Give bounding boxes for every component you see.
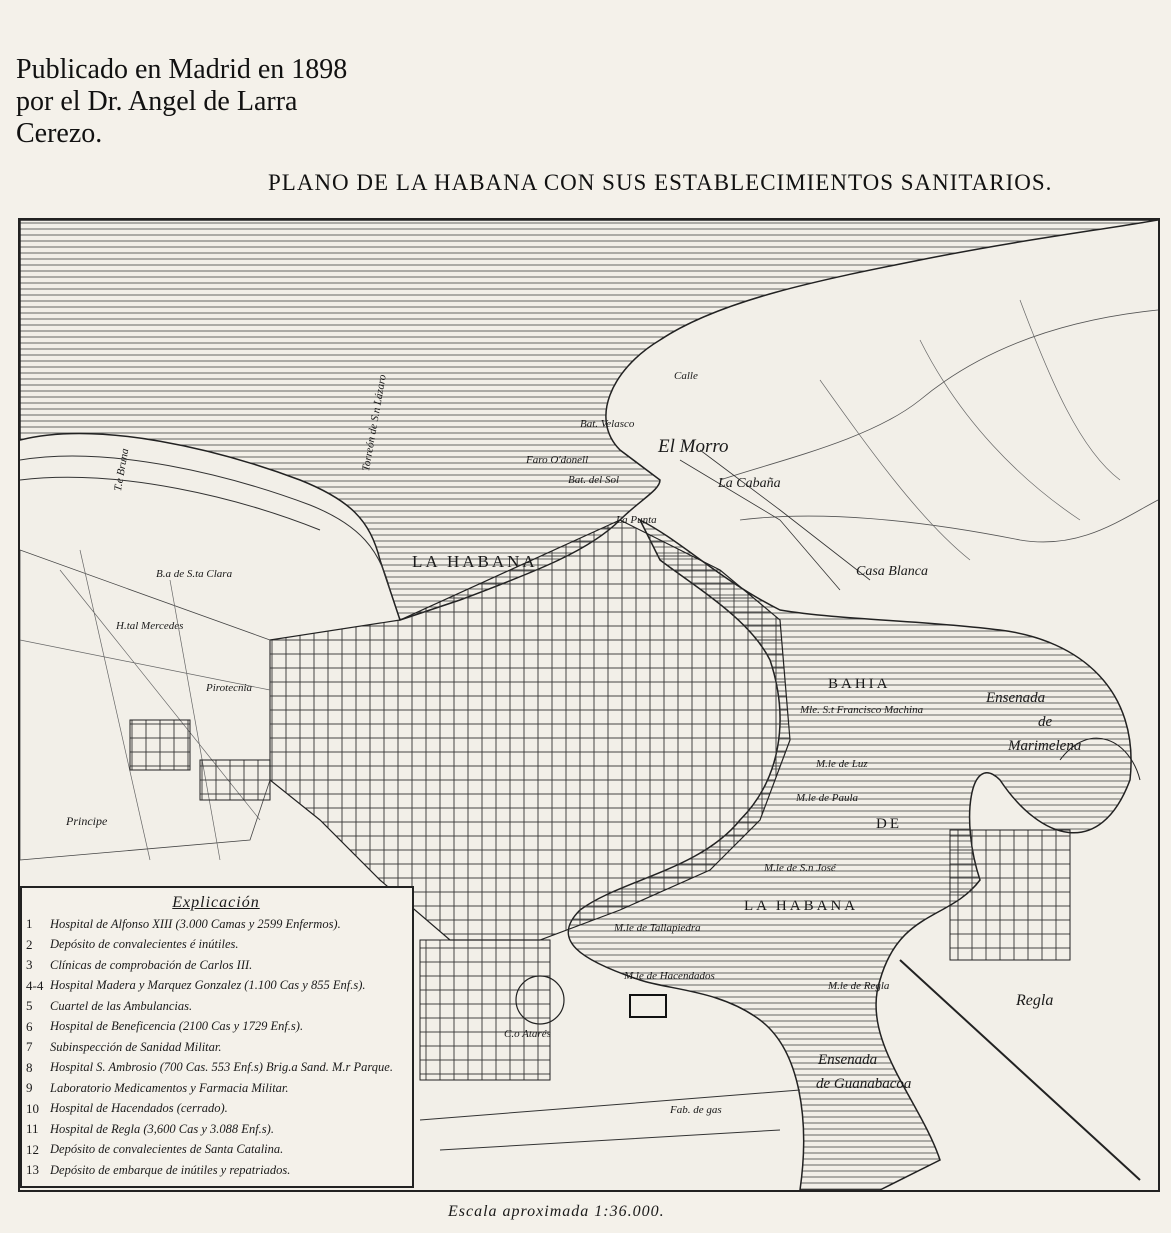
label-el-morro: El Morro: [658, 436, 729, 457]
legend-item-text: Laboratorio Medicamentos y Farmacia Militar.: [50, 1080, 289, 1095]
label-principe: Principe: [66, 814, 108, 828]
legend-item-text: Hospital de Hacendados (cerrado).: [50, 1101, 228, 1116]
label-ensenada-guanabacoa-2: de Guanabacoa: [816, 1076, 912, 1092]
legend-item-number: 3: [26, 957, 33, 973]
label-casa-blanca: Casa Blanca: [856, 564, 928, 579]
legend-item-text: Depósito de convalecientes é inútiles.: [50, 937, 239, 952]
legend-item: [26, 996, 406, 1017]
legend-item: [26, 976, 406, 997]
legend-item-text: Depósito de embarque de inútiles y repatriados.: [50, 1162, 291, 1177]
label-torreon-lazaro: Torreón de S.n Lázaro: [360, 373, 389, 473]
label-ferry-regla: Fab. de gas: [670, 1104, 722, 1116]
legend-item-number: 12: [26, 1141, 39, 1157]
label-de: DE: [876, 816, 902, 832]
legend-item: [26, 1017, 406, 1038]
label-ensenada-marimelena-1: Ensenada: [986, 690, 1046, 706]
legend-item-number: 8: [26, 1059, 33, 1075]
legend-item: [26, 1119, 406, 1140]
label-calle: Calle: [674, 370, 698, 382]
label-bat-velasco: Bat. Velasco: [580, 418, 635, 430]
legend-item: [26, 935, 406, 956]
map-frame: [18, 218, 1160, 1192]
legend-item: [26, 955, 406, 976]
legend-item-text: Cuartel de las Ambulancias.: [50, 998, 193, 1013]
legend-item-text: Hospital S. Ambrosio (700 Cas. 553 Enf.s) Brig.a Sand. M.r Parque.: [50, 1060, 393, 1075]
label-paula: M.le de Paula: [796, 792, 859, 804]
legend-item-text: Clínicas de comprobación de Carlos III.: [50, 957, 253, 972]
legend-item: [26, 1140, 406, 1161]
label-pirotecnia: Pirotecnia: [206, 682, 253, 694]
legend-item-text: Depósito de convalecientes de Santa Catalina.: [50, 1142, 284, 1157]
legend-item-number: 2: [26, 936, 33, 952]
publication-line-3: Cerezo.: [16, 118, 103, 149]
scale-note: Escala aproximada 1:36.000.: [448, 1203, 665, 1220]
west-suburbs: [20, 550, 270, 860]
legend-item: [26, 1099, 406, 1120]
publication-line-2: por el Dr. Angel de Larra: [16, 86, 298, 117]
legend-item: [26, 914, 406, 935]
legend-item-number: 5: [26, 998, 33, 1014]
legend-item-number: 6: [26, 1018, 33, 1034]
legend-item-number: 4-4: [26, 977, 44, 993]
legend-item-text: Hospital de Regla (3,600 Cas y 3.088 Enf.s).: [50, 1121, 274, 1136]
legend-item: [26, 1160, 406, 1181]
legend-box: [20, 886, 414, 1188]
publication-line-1: Publicado en Madrid en 1898: [16, 54, 348, 85]
map-title: PLANO DE LA HABANA CON SUS ESTABLECIMIENTOS SANITARIOS.: [268, 170, 1053, 195]
legend-item-number: 9: [26, 1080, 33, 1096]
label-regla: Regla: [1016, 992, 1054, 1009]
legend-item: [26, 1078, 406, 1099]
label-ensenada-guanabacoa-1: Ensenada: [818, 1052, 878, 1068]
label-bahia: BAHIA: [828, 676, 891, 692]
label-ensenada-marimelena-2: de: [1038, 714, 1053, 730]
east-hills: [680, 300, 1158, 590]
label-atares: C.o Atarés: [504, 1028, 551, 1040]
legend-item-text: Hospital Madera y Marquez Gonzalez (1.100 Cas y 855 Enf.s).: [50, 978, 366, 993]
legend-item-text: Hospital de Alfonso XIII (3.000 Camas y 2599 Enfermos).: [50, 916, 341, 931]
label-muelle-regla: M.le de Regla: [828, 980, 890, 992]
legend-item-number: 7: [26, 1039, 33, 1055]
legend-title: Explicación: [172, 894, 260, 911]
legend-item: [26, 1037, 406, 1058]
label-hacendados: M.le de Hacendados: [624, 970, 715, 982]
legend-item-number: 1: [26, 916, 33, 932]
label-la-machina: Mle. S.t Francisco Machina: [800, 704, 924, 716]
legend-item: [26, 1058, 406, 1079]
label-mercedes: H.tal Mercedes: [116, 620, 184, 632]
label-torreon-bruna: T.e Bruna: [112, 447, 132, 493]
legend-item-number: 10: [26, 1100, 39, 1116]
legend-item-text: Subinspección de Sanidad Militar.: [50, 1039, 222, 1054]
label-ensenada-marimelena-3: Marimelena: [1008, 738, 1082, 754]
label-la-cabana: La Cabaña: [718, 476, 781, 491]
label-san-jose: M.le de S.n José: [764, 862, 836, 874]
label-la-habana-bay: LA HABANA: [744, 898, 859, 914]
label-santa-clara: B.a de S.ta Clara: [156, 568, 233, 580]
legend-item-number: 11: [26, 1121, 39, 1137]
label-tallapiedra: M.le de Tallapiedra: [614, 922, 701, 934]
label-faro: Faro O'donell: [526, 454, 589, 466]
publication-note: [16, 54, 347, 150]
legend-item-number: 13: [26, 1162, 39, 1178]
legend-list: [26, 914, 406, 1181]
legend-item-text: Hospital de Beneficencia (2100 Cas y 1729 Enf.s).: [50, 1019, 304, 1034]
label-luz: M.le de Luz: [816, 758, 868, 770]
label-la-punta: La Punta: [616, 514, 657, 526]
label-la-habana-city: LA HABANA: [412, 552, 538, 571]
label-bat-sol: Bat. del Sol: [568, 474, 620, 486]
